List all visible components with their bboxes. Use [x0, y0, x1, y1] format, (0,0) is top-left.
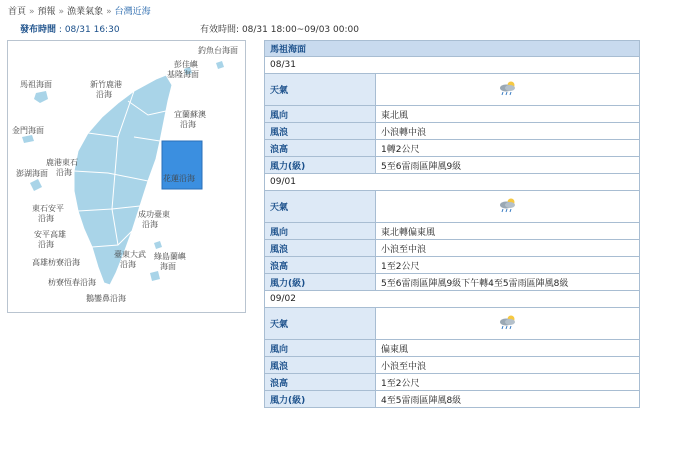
forecast-date: 09/01 [265, 174, 640, 191]
cloud-rain-icon [497, 314, 519, 330]
green-island[interactable] [154, 241, 162, 249]
wind-direction-value: 偏東風 [376, 340, 640, 357]
wave-height-label: 浪高 [265, 257, 376, 274]
weather-cell [376, 191, 640, 223]
valid-time: 有效時間: 08/31 18:00~09/03 00:00 [200, 25, 359, 35]
weather-label: 天氣 [265, 308, 376, 340]
wind-force-value: 5至6雷雨區陣風9級 [376, 157, 640, 174]
weather-cell [376, 74, 640, 106]
map-label[interactable]: 枋寮恆春沿海 [48, 278, 96, 287]
matsu-island[interactable] [34, 91, 48, 103]
map-label[interactable]: 綠島蘭嶼 [154, 252, 186, 261]
breadcrumb [8, 4, 151, 17]
wave-height-value: 1至2公尺 [376, 257, 640, 274]
map-label[interactable]: 沿海 [142, 220, 158, 229]
issue-time: 發布時間 : 08/31 16:30 [20, 25, 120, 35]
breadcrumb-home[interactable]: 首頁 [8, 7, 27, 17]
wind-direction-label: 風向 [265, 340, 376, 357]
map-label[interactable]: 鵝鑾鼻沿海 [86, 294, 126, 303]
map-label[interactable]: 釣魚台海面 [198, 46, 238, 55]
taiwan-map [8, 41, 245, 312]
map-label[interactable]: 新竹鹿港 [90, 80, 122, 89]
breadcrumb-separator: » [29, 7, 35, 17]
wave-height-value: 1至2公尺 [376, 374, 640, 391]
map-label[interactable]: 臺東大武 [114, 250, 146, 259]
map-label[interactable]: 沿海 [38, 240, 54, 249]
kinmen-island[interactable] [22, 135, 34, 143]
map-label[interactable]: 澎湖海面 [16, 169, 48, 178]
map-label[interactable]: 基隆海面 [167, 70, 199, 79]
wind-force-label: 風力(級) [265, 274, 376, 291]
cloud-rain-icon [497, 80, 519, 96]
wind-force-label: 風力(級) [265, 391, 376, 408]
weather-label: 天氣 [265, 74, 376, 106]
wind-wave-value: 小浪至中浪 [376, 357, 640, 374]
wind-wave-label: 風浪 [265, 357, 376, 374]
map-label[interactable]: 成功臺東 [138, 210, 170, 219]
map-label[interactable]: 沿海 [180, 120, 196, 129]
map-label[interactable]: 鹿港東石 [46, 158, 78, 167]
map-label[interactable]: 沿海 [56, 168, 72, 177]
penghu-island[interactable] [30, 179, 42, 191]
diaoyutai-island[interactable] [216, 61, 224, 69]
wind-wave-label: 風浪 [265, 240, 376, 257]
wind-direction-value: 東北轉偏東風 [376, 223, 640, 240]
wave-height-label: 浪高 [265, 140, 376, 157]
cloud-rain-icon [497, 197, 519, 213]
forecast-table [264, 40, 640, 408]
map-label[interactable]: 彭佳嶼 [174, 60, 198, 69]
map-label[interactable]: 沿海 [96, 90, 112, 99]
map-label[interactable]: 宜蘭蘇澳 [174, 110, 206, 119]
wind-direction-label: 風向 [265, 106, 376, 123]
map-label[interactable]: 沿海 [120, 260, 136, 269]
map-label[interactable]: 沿海 [38, 214, 54, 223]
wind-direction-value: 東北風 [376, 106, 640, 123]
map-label[interactable]: 海面 [160, 262, 176, 271]
wind-wave-label: 風浪 [265, 123, 376, 140]
wind-force-value: 4至5雷雨區陣風8級 [376, 391, 640, 408]
wave-height-label: 浪高 [265, 374, 376, 391]
forecast-date: 08/31 [265, 57, 640, 74]
valid-time-label: 有效時間 [200, 25, 237, 35]
issue-time-label: 發布時間 [20, 25, 57, 35]
map-label[interactable]: 安平高雄 [34, 230, 66, 239]
forecast-date: 09/02 [265, 291, 640, 308]
breadcrumb-separator: » [106, 7, 112, 17]
map-label[interactable]: 花蓮沿海 [163, 174, 195, 183]
wind-direction-label: 風向 [265, 223, 376, 240]
map-label[interactable]: 高雄枋寮沿海 [32, 258, 80, 267]
map-label[interactable]: 馬祖海面 [20, 80, 52, 89]
valid-time-value: 08/31 18:00~09/03 00:00 [241, 25, 359, 35]
sea-area-map [7, 40, 246, 313]
weather-label: 天氣 [265, 191, 376, 223]
wind-force-label: 風力(級) [265, 157, 376, 174]
map-label[interactable]: 東石安平 [32, 204, 64, 213]
weather-cell [376, 308, 640, 340]
breadcrumb-fishery[interactable]: 漁業氣象 [67, 7, 104, 17]
wind-force-value: 5至6雷雨區陣風9級下午轉4至5雷雨區陣風8級 [376, 274, 640, 291]
map-label[interactable]: 金門海面 [12, 126, 44, 135]
breadcrumb-separator: » [58, 7, 65, 17]
wind-wave-value: 小浪轉中浪 [376, 123, 640, 140]
breadcrumb-current: 台灣近海 [114, 7, 151, 17]
issue-time-value: 08/31 16:30 [64, 25, 120, 35]
wave-height-value: 1轉2公尺 [376, 140, 640, 157]
wind-wave-value: 小浪至中浪 [376, 240, 640, 257]
orchid-island[interactable] [150, 271, 160, 281]
forecast-area-title: 馬祖海面 [265, 41, 640, 57]
breadcrumb-forecast[interactable]: 預報 [37, 7, 56, 17]
